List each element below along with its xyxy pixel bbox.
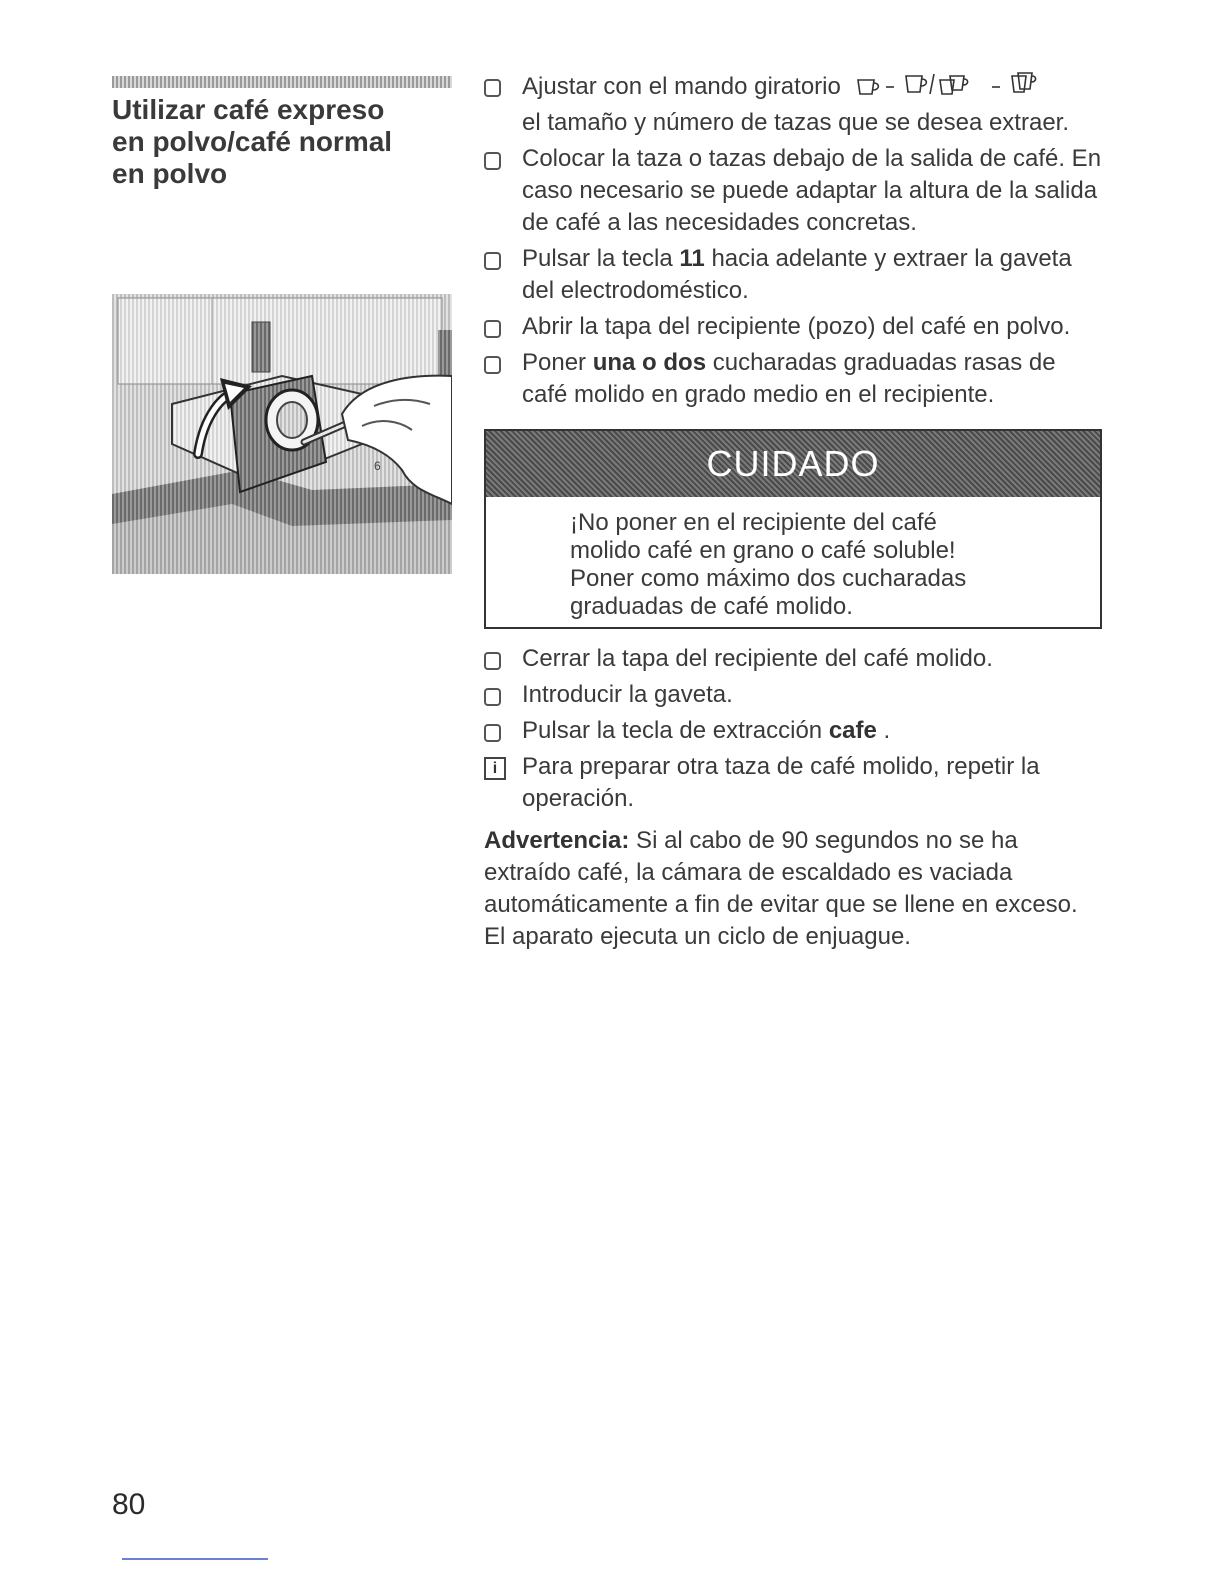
checkbox-icon bbox=[484, 724, 501, 742]
caution-box bbox=[484, 429, 1102, 629]
caution-text: ¡No poner en el recipiente del café molido café en grano o café soluble! Poner como máximo dos cucharadas graduadas de café molido. bbox=[570, 509, 967, 620]
step-add-coffee: Poner una o dos cucharadas graduadas rasas de café molido en grado medio en el recipiente. bbox=[484, 347, 1104, 411]
figure-callout: 6 bbox=[374, 459, 381, 473]
step-close-lid: Cerrar la tapa del recipiente del café molido. bbox=[484, 643, 1104, 675]
step-adjust-size: Ajustar con el mando giratorio el tamaño y número de tazas que se desea extraer. bbox=[484, 70, 1104, 139]
warning-note: Advertencia: Si al cabo de 90 segundos no se ha extraído café, la cámara de escaldado es vaciada automáticamente a fin de evitar que se llene en exceso. El aparato ejecuta un ciclo de enjuague. bbox=[484, 827, 1078, 950]
section-rule bbox=[112, 76, 452, 88]
info-note: i Para preparar otra taza de café molido, repetir la operación. bbox=[484, 751, 1104, 815]
checkbox-icon bbox=[484, 320, 501, 338]
step-press-brew: Pulsar la tecla de extracción cafe . bbox=[484, 715, 1104, 747]
checkbox-icon bbox=[484, 652, 501, 670]
info-icon: i bbox=[484, 757, 506, 780]
step-place-cup: Colocar la taza o tazas debajo de la salida de café. En caso necesario se puede adaptar la altura de la salida de café a las necesidades concretas. bbox=[484, 143, 1104, 239]
checkbox-icon bbox=[484, 79, 501, 97]
checkbox-icon bbox=[484, 152, 501, 170]
caution-header bbox=[486, 431, 1100, 497]
page-number: 80 bbox=[112, 1488, 146, 1521]
step-open-lid: Abrir la tapa del recipiente (pozo) del café en polvo. bbox=[484, 311, 1104, 343]
step-insert-drawer: Introducir la gaveta. bbox=[484, 679, 1104, 711]
caution-heading: CUIDADO bbox=[706, 443, 880, 484]
checkbox-icon bbox=[484, 356, 501, 374]
drawer-illustration bbox=[112, 294, 452, 574]
checkbox-icon bbox=[484, 252, 501, 270]
instructions-column bbox=[484, 70, 1104, 953]
step-pull-drawer: Pulsar la tecla 11 hacia adelante y extraer la gaveta del electrodoméstico. bbox=[484, 243, 1104, 307]
section-title: Utilizar café expreso en polvo/café normal en polvo bbox=[112, 94, 393, 189]
footer-rule bbox=[122, 1558, 268, 1560]
cup-size-symbols-icon bbox=[852, 70, 1062, 107]
checkbox-icon bbox=[484, 688, 501, 706]
